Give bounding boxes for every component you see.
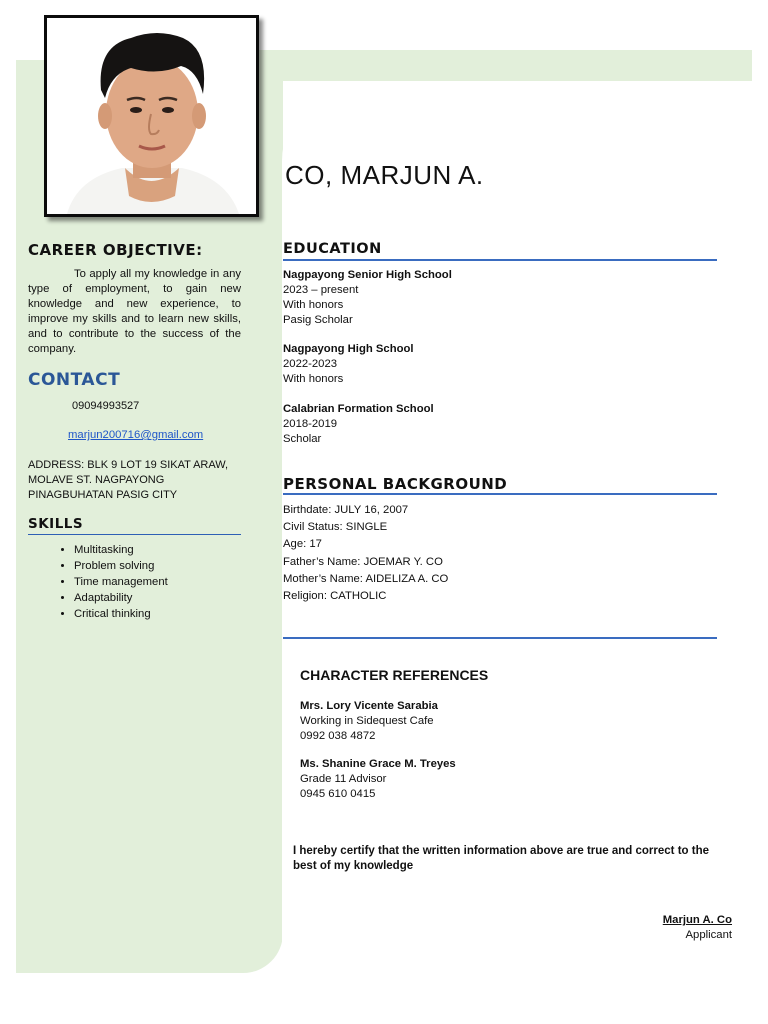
skill-item: • Time management — [74, 574, 168, 590]
email-link[interactable]: marjun200716@gmail.com — [68, 429, 204, 441]
signature-name: Marjun A. Co — [662, 914, 732, 926]
education-heading: EDUCATION — [283, 241, 382, 257]
personal-item: Civil Status: SINGLE — [283, 521, 388, 534]
applicant-name: CO, MARJUN A. — [285, 160, 484, 190]
reference-detail: 0945 610 0415 — [300, 788, 376, 800]
personal-background-divider — [283, 493, 717, 495]
career-objective-text: To apply all my knowledge in any type of employment, to gain new knowledge and new experience, to improve my skills and to learn new skills, and to contribute to the success of the company. — [28, 268, 241, 355]
school-detail: 2018-2019 — [283, 418, 338, 430]
personal-item: Father’s Name: JOEMAR Y. CO — [283, 555, 443, 568]
skill-item: • Adaptability — [74, 590, 168, 606]
contact-heading: CONTACT — [28, 370, 121, 390]
signature-role: Applicant — [685, 929, 732, 941]
reference-name: Mrs. Lory Vicente Sarabia — [300, 700, 438, 712]
education-divider — [283, 259, 717, 261]
personal-item: Mother’s Name: AIDELIZA A. CO — [283, 572, 449, 585]
skill-item: • Multitasking — [74, 542, 168, 558]
school-detail: With honors — [283, 299, 344, 311]
school-detail: Scholar — [283, 433, 322, 445]
reference-entry — [300, 757, 456, 802]
certification-statement: I hereby certify that the written information above are true and correct to the best of my knowledge — [293, 845, 709, 872]
skill-item: • Problem solving — [74, 558, 168, 574]
personal-background-list — [283, 502, 448, 605]
education-entry — [283, 402, 434, 447]
school-detail: 2023 – present — [283, 284, 359, 296]
portrait-image — [47, 18, 256, 214]
personal-item: Age: 17 — [283, 538, 322, 551]
personal-item: Religion: CATHOLIC — [283, 590, 387, 603]
reference-entry — [300, 699, 438, 744]
education-entry — [283, 268, 452, 328]
reference-name: Ms. Shanine Grace M. Treyes — [300, 758, 456, 770]
reference-detail: Grade 11 Advisor — [300, 773, 387, 785]
skills-list — [50, 542, 168, 622]
school-detail: Pasig Scholar — [283, 314, 353, 326]
school-name: Nagpayong Senior High School — [283, 269, 452, 281]
reference-detail: 0992 038 4872 — [300, 730, 376, 742]
personal-item: Birthdate: JULY 16, 2007 — [283, 504, 409, 516]
personal-background-heading: PERSONAL BACKGROUND — [283, 475, 508, 493]
address-text: ADDRESS: BLK 9 LOT 19 SIKAT ARAW, MOLAVE ST. NAGPAYONG PINAGBUHATAN PASIG CITY — [28, 459, 229, 501]
education-entry — [283, 342, 414, 387]
career-objective-heading: CAREER OBJECTIVE: — [28, 241, 203, 259]
school-detail: 2022-2023 — [283, 358, 338, 370]
school-name: Calabrian Formation School — [283, 403, 434, 415]
character-references-heading: CHARACTER REFERENCES — [300, 667, 489, 683]
reference-detail: Working in Sidequest Cafe — [300, 715, 434, 727]
header-band — [255, 50, 752, 81]
skills-divider — [28, 534, 241, 535]
section-divider — [283, 637, 717, 639]
skills-heading: SKILLS — [28, 516, 84, 532]
school-detail: With honors — [283, 373, 344, 385]
school-name: Nagpayong High School — [283, 343, 414, 355]
skill-item: • Critical thinking — [74, 606, 168, 622]
phone-number: 09094993527 — [72, 400, 140, 412]
profile-photo — [44, 15, 259, 217]
